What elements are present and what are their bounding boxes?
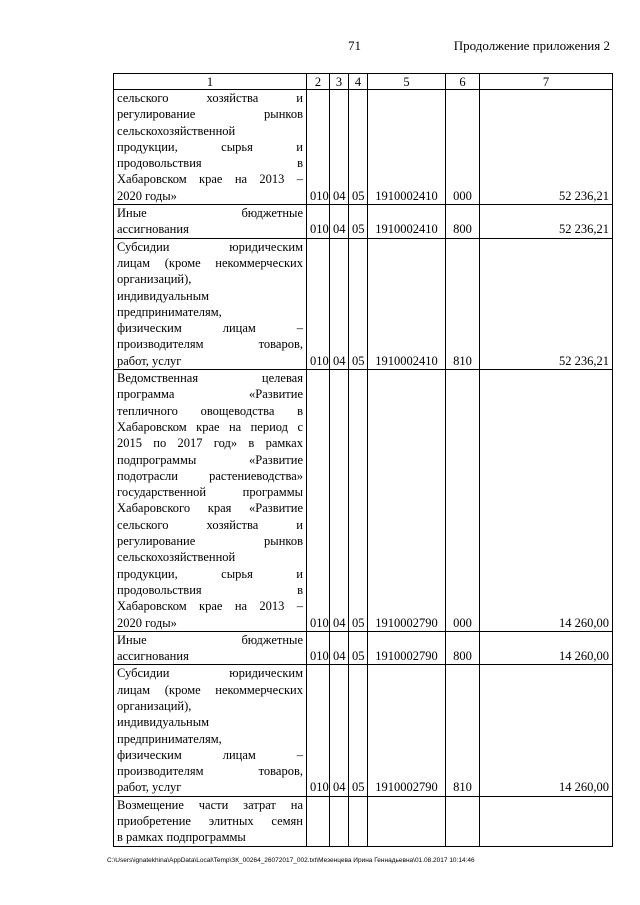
row-name-line: регулирование рынков (117, 534, 303, 549)
row-cell-c4: 05 (349, 238, 368, 369)
row-cell-c7 (480, 796, 613, 846)
row-name-cell (114, 631, 307, 665)
row-cell-c5: 1910002790 (368, 370, 446, 632)
row-name-line: продовольствия в (117, 582, 303, 597)
row-name-line: Иные бюджетные (117, 632, 303, 647)
row-name-line: государственной программы (117, 485, 303, 500)
row-name-line: ассигнования (117, 649, 189, 664)
budget-table (113, 73, 613, 847)
row-cell-c3: 04 (330, 90, 349, 205)
row-cell-c2 (307, 796, 330, 846)
row-cell-c7: 52 236,21 (480, 205, 613, 239)
row-cell-c3: 04 (330, 665, 349, 796)
row-name-line: подпрограммы «Развитие (117, 452, 303, 467)
row-cell-c7: 14 260,00 (480, 631, 613, 665)
header-row (114, 74, 613, 90)
row-name-line: производителям товаров, (117, 337, 303, 352)
row-name-line: Субсидии юридическим (117, 666, 303, 681)
row-cell-c2: 010 (307, 205, 330, 239)
table-row (114, 370, 613, 632)
column-header-6: 6 (446, 74, 480, 90)
row-cell-c5: 1910002410 (368, 205, 446, 239)
table-row (114, 665, 613, 796)
column-header-2: 2 (307, 74, 330, 90)
row-name-cell (114, 90, 307, 205)
row-name-line: сельского хозяйства и (117, 91, 303, 105)
row-name-line: 2020 годы» (117, 615, 177, 630)
row-cell-c5: 1910002790 (368, 665, 446, 796)
row-name-cell (114, 796, 307, 846)
file-path-footer: C:\Users\ignatekhina\AppData\Local\Temp\ЗК_00264_26072017_002.txt\Мезенцева Ирина Геннадьевна\01.08.2017 10:14:46 (107, 857, 475, 864)
row-name-line: работ, услуг (117, 353, 182, 368)
table-row (114, 796, 613, 846)
row-cell-c7: 14 260,00 (480, 370, 613, 632)
row-name-line: Ведомственная целевая (117, 371, 303, 386)
row-name-cell (114, 238, 307, 369)
row-name-line: организаций), (117, 698, 192, 713)
row-cell-c6: 000 (446, 90, 480, 205)
page-number: 71 (348, 38, 361, 53)
table-row (114, 90, 613, 205)
row-name-line: Хабаровском крае на 2013 – (117, 599, 303, 614)
column-header-4: 4 (349, 74, 368, 90)
row-name-line: подотрасли растениеводства» (117, 468, 303, 483)
row-name-line: 2020 годы» (117, 188, 177, 203)
row-cell-c2: 010 (307, 631, 330, 665)
row-name-line: тепличного овощеводства в (117, 403, 303, 418)
row-name-line: сельскохозяйственной (117, 123, 236, 138)
row-name-line: ассигнования (117, 222, 189, 237)
table-row (114, 238, 613, 369)
row-name-line: лицам (кроме некоммерческих (117, 682, 303, 697)
column-header-1: 1 (114, 74, 307, 90)
table-body (114, 90, 613, 847)
row-name-line: Хабаровском крае на период с (117, 419, 303, 434)
row-name-line: 2015 по 2017 год» в рамках (117, 436, 303, 451)
row-cell-c3: 04 (330, 238, 349, 369)
row-name-line: сельскохозяйственной (117, 550, 236, 565)
row-name-line: физическим лицам – (117, 747, 303, 762)
row-name-line: приобретение элитных семян (117, 814, 303, 829)
row-cell-c3 (330, 796, 349, 846)
row-cell-c2: 010 (307, 370, 330, 632)
row-name-line: программа «Развитие (117, 387, 303, 402)
row-cell-c4: 05 (349, 90, 368, 205)
row-cell-c6 (446, 796, 480, 846)
continuation-label: Продолжение приложения 2 (453, 38, 610, 53)
row-cell-c3: 04 (330, 205, 349, 239)
row-name-line: Субсидии юридическим (117, 239, 303, 254)
column-header-5: 5 (368, 74, 446, 90)
row-name-line: сельского хозяйства и (117, 517, 303, 532)
row-cell-c7: 52 236,21 (480, 238, 613, 369)
row-name-line: Хабаровском крае на 2013 – (117, 172, 303, 187)
row-name-cell (114, 370, 307, 632)
row-name-line: индивидуальным (117, 288, 210, 303)
row-name-line: Иные бюджетные (117, 206, 303, 221)
row-name-line: Возмещение части затрат на (117, 797, 303, 812)
row-name-cell (114, 205, 307, 239)
row-name-line: работ, услуг (117, 780, 182, 795)
row-cell-c5: 1910002410 (368, 90, 446, 205)
row-name-line: регулирование рынков (117, 107, 303, 122)
row-cell-c6: 800 (446, 631, 480, 665)
row-cell-c4: 05 (349, 205, 368, 239)
row-cell-c7: 14 260,00 (480, 665, 613, 796)
row-name-line: продукции, сырья и (117, 139, 303, 154)
row-cell-c4 (349, 796, 368, 846)
row-name-cell (114, 665, 307, 796)
row-cell-c2: 010 (307, 665, 330, 796)
row-cell-c7: 52 236,21 (480, 90, 613, 205)
row-name-line: производителям товаров, (117, 764, 303, 779)
row-cell-c5: 1910002790 (368, 631, 446, 665)
row-name-line: индивидуальным (117, 715, 210, 730)
row-cell-c5: 1910002410 (368, 238, 446, 369)
row-name-line: Хабаровского края «Развитие (117, 501, 303, 516)
row-name-line: лицам (кроме некоммерческих (117, 255, 303, 270)
row-name-line: продовольствия в (117, 156, 303, 171)
row-cell-c4: 05 (349, 370, 368, 632)
row-cell-c6: 810 (446, 665, 480, 796)
row-cell-c3: 04 (330, 631, 349, 665)
row-name-line: в рамках подпрограммы (117, 830, 246, 845)
row-cell-c2: 010 (307, 238, 330, 369)
row-cell-c5 (368, 796, 446, 846)
row-name-line: организаций), (117, 272, 192, 287)
row-cell-c4: 05 (349, 665, 368, 796)
column-header-3: 3 (330, 74, 349, 90)
column-header-7: 7 (480, 74, 613, 90)
row-cell-c6: 000 (446, 370, 480, 632)
row-cell-c3: 04 (330, 370, 349, 632)
row-cell-c6: 810 (446, 238, 480, 369)
table-row (114, 205, 613, 239)
row-cell-c6: 800 (446, 205, 480, 239)
row-name-line: предпринимателям, (117, 731, 222, 746)
row-cell-c4: 05 (349, 631, 368, 665)
row-name-line: предпринимателям, (117, 304, 222, 319)
row-name-line: продукции, сырья и (117, 566, 303, 581)
row-cell-c2: 010 (307, 90, 330, 205)
row-name-line: физическим лицам – (117, 321, 303, 336)
table-row (114, 631, 613, 665)
